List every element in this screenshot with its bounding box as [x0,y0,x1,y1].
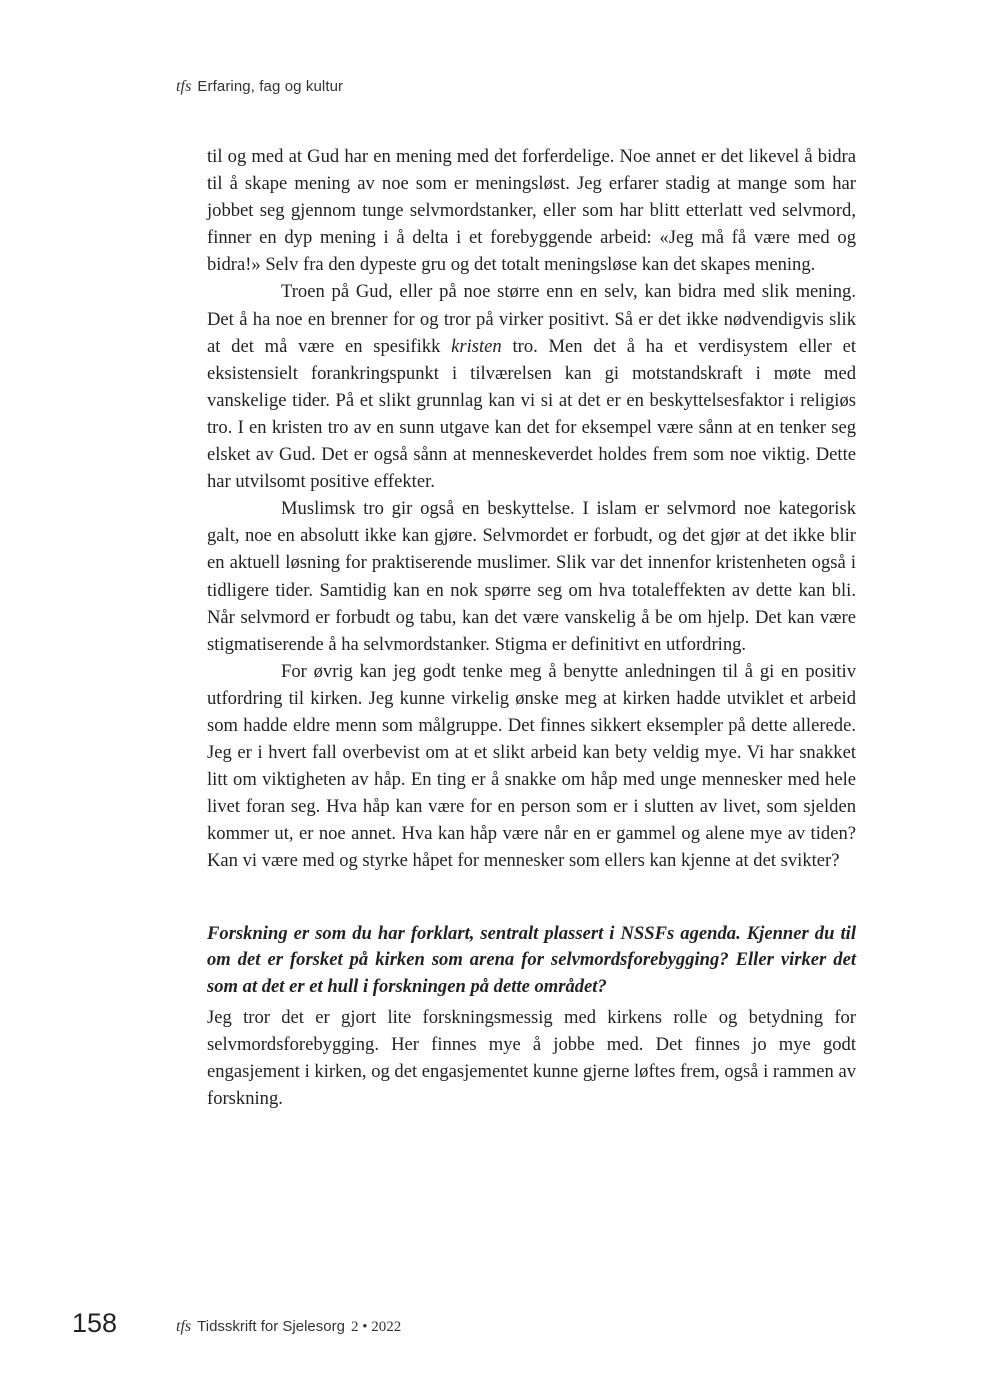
paragraph-3: Muslimsk tro gir også en beskyttelse. I islam er selvmord noe kategorisk galt, noe en absolutt ikke kan gjøre. Selvmordet er forbudt, og det gjør at det ikke blir en aktuell løsning for praktiserende muslimer. Slik var det innenfor kristenheten også i tidligere tider. Samtidig kan en nok spørre seg om hva totaleffekten av dette kan bli. Når selvmord er forbudt og tabu, kan det være vanskelig å be om hjelp. Det kan være stigmatiserende å ha selvmordstanker. Stigma er definitivt en utfordring. [207,498,856,655]
paragraph-2 [207,278,856,495]
journal-abbreviation: tfs [176,78,192,95]
paragraph-4: For øvrig kan jeg godt tenke meg å benytte anledningen til å gi en positiv utfordring til kirken. Jeg kunne virkelig ønske meg at kirken hadde utviklet et arbeid som hadde eldre menn som målgruppe. Det finnes sikkert eksempler på dette allerede. Jeg er i hvert fall overbevist om at et slikt arbeid kan bety veldig mye. Vi har snakket litt om viktigheten av håp. En ting er å snakke om håp med unge mennesker med hele livet foran seg. Hva håp kan være for en person som er i slutten av livet, som sjelden kommer ut, er noe annet. Hva kan håp være når en er gammel og alene mye av tiden? Kan vi være med og styrke håpet for mennesker som ellers kan kjenne at det svikter? [207,660,856,872]
journal-name: Tidsskrift for Sjelesorg [197,1318,345,1335]
footer [176,1318,401,1336]
footer-journal-abbreviation: tfs [176,1318,192,1335]
paragraph-1: til og med at Gud har en mening med det forferdelige. Noe annet er det likevel å bidra til å skape mening av noe som er meningsløst. Jeg erfarer stadig at mange som har jobbet seg gjennom tunge selvmordstanker, eller som har blitt etterlatt ved selvmord, finner en dyp mening i å delta i et forebyggende arbeid: «Jeg må få være med og bidra!» Selv fra den dypeste gru og det totalt meningsløse kan det skapes mening. [207,146,856,276]
article-body [207,143,856,1112]
section-title: Erfaring, fag og kultur [197,78,344,95]
emphasized-word: kristen [451,335,502,357]
page-number: 158 [72,1308,118,1338]
paragraph-2-start: Troen på Gud, eller på noe større enn en selv, kan bidra med slik mening. Det å ha noe en brenner for og tror på virker positivt. Så er det ikke nødvendigvis slik at det må være en spesifikk [207,281,856,357]
paragraph-2-end: tro. Men det å ha et verdisystem eller et eksistensielt forankringspunkt i tilværelsen kan gi motstandskraft i møte med vanskelige tider. På et slikt grunnlag kan vi si at det er en beskyttelsesfaktor i religiøs tro. I en kristen tro av en sunn utgave kan det for eksempel være sånn at en tenker seg elsket av Gud. Det er også sånn at menneskeverdet holdes frem som noe viktig. Dette har utvilsomt positive effekter. [207,335,857,493]
issue-number: 2 • 2022 [350,1319,402,1335]
interview-question: Forskning er som du har forklart, sentralt plassert i NSSFs agenda. Kjenner du til om det er forsket på kirken som arena for selvmordsforebygging? Eller virker det som at det er et hull i forskningen på dette området? [207,922,856,997]
interview-answer: Jeg tror det er gjort lite forskningsmessig med kirkens rolle og betydning for selvmordsforebygging. Her finnes mye å jobbe med. Det finnes jo mye godt engasjement i kirken, og det engasjementet kunne gjerne løftes frem, også i rammen av forskning. [207,1007,857,1110]
running-head [176,78,343,96]
